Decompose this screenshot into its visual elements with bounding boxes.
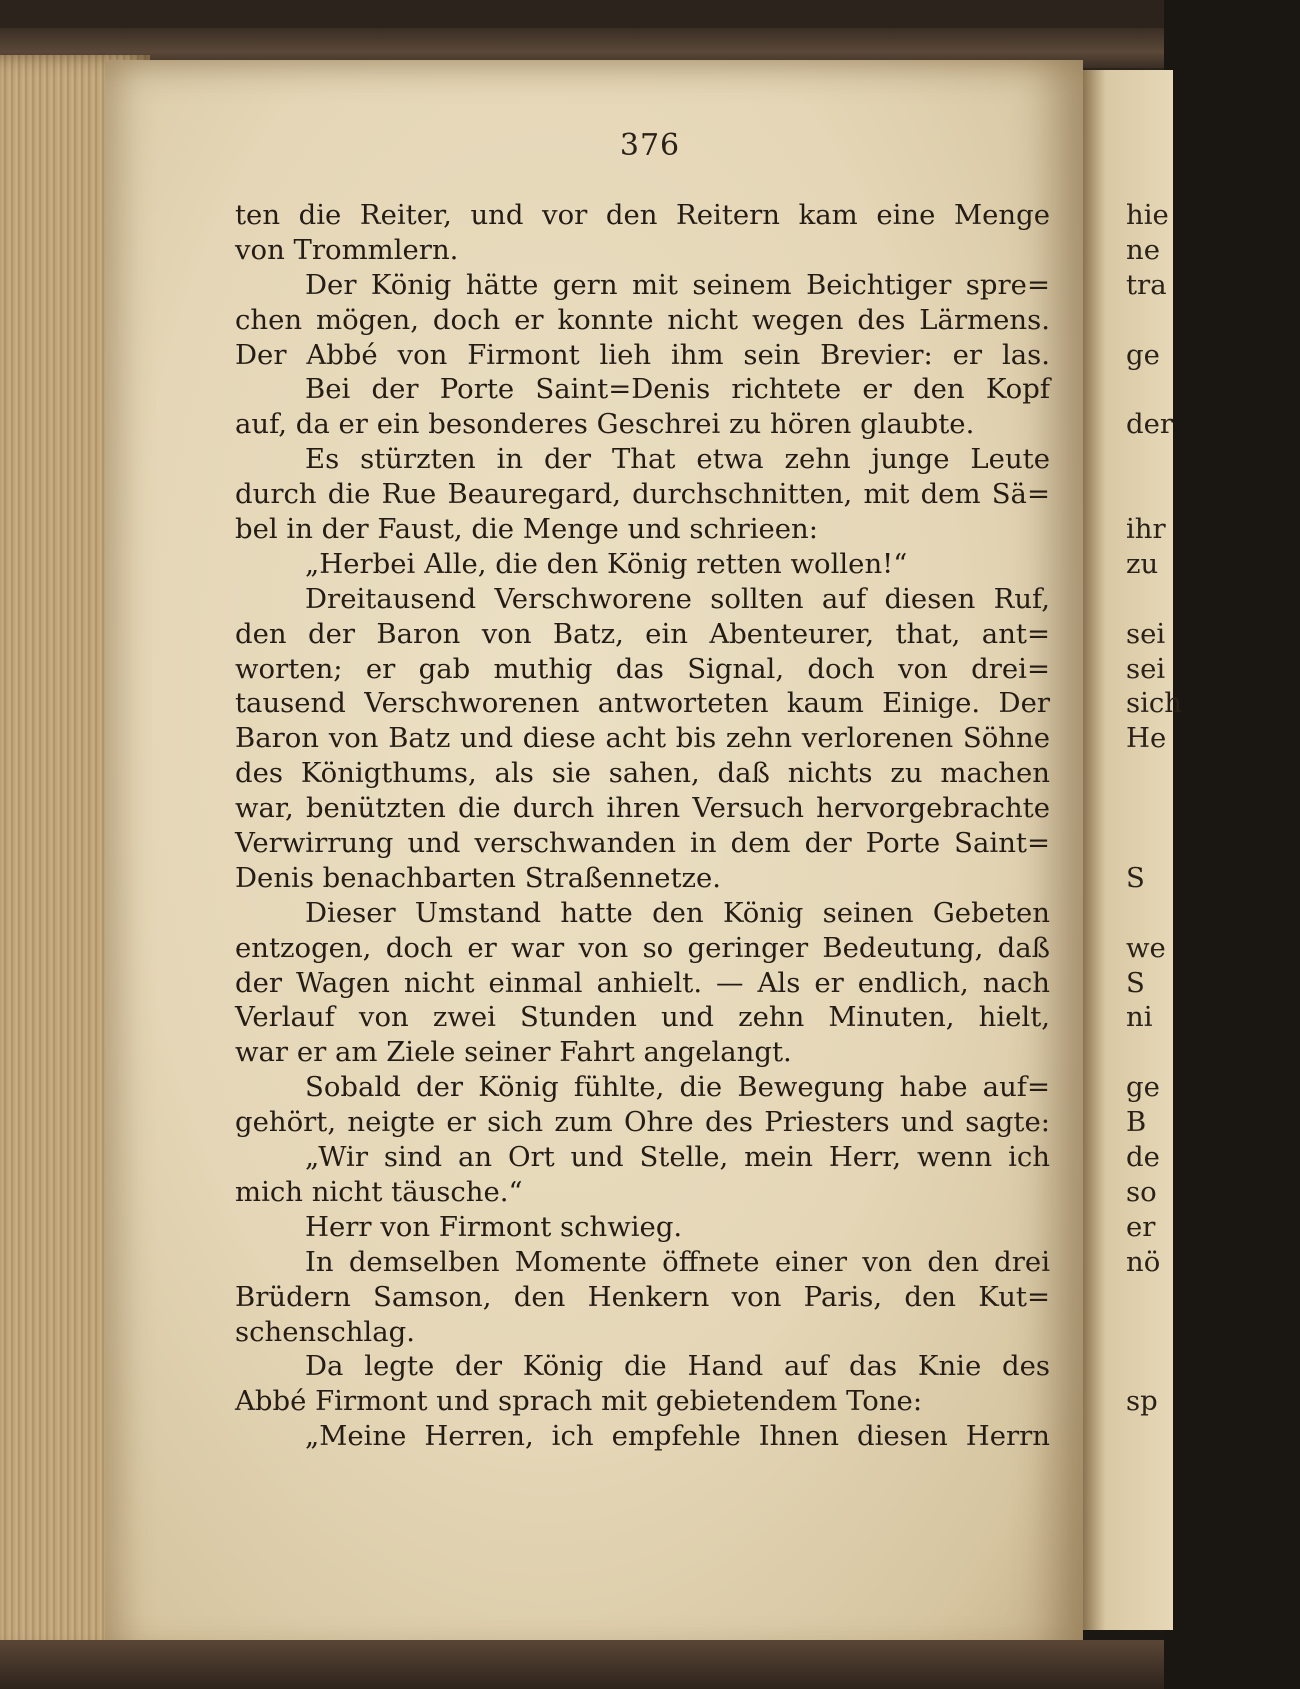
facing-page-fragment: B bbox=[1126, 1106, 1147, 1139]
text-line: von Trommlern. bbox=[235, 233, 459, 266]
text-line: Sobald der König fühlte, die Bewegung habe auf= bbox=[305, 1071, 1050, 1104]
text-line: entzogen, doch er war von so geringer Bedeutung, daß bbox=[235, 931, 1050, 964]
facing-page-fragment: ihr bbox=[1126, 513, 1166, 546]
text-line: schenschlag. bbox=[235, 1315, 415, 1348]
facing-page-fragment: der bbox=[1126, 408, 1174, 441]
text-line: Der Abbé von Firmont lieh ihm sein Brevier: er las. bbox=[235, 338, 1050, 371]
text-line: war er am Ziele seiner Fahrt angelangt. bbox=[235, 1036, 792, 1069]
text-line: war, benützten die durch ihren Versuch hervorgebrachte bbox=[235, 792, 1050, 825]
facing-page-fragment: hie bbox=[1126, 199, 1169, 231]
facing-page-fragment bbox=[1126, 756, 1166, 791]
facing-page-fragment: tra bbox=[1126, 268, 1167, 301]
facing-page-fragment: S bbox=[1126, 966, 1145, 999]
facing-page-fragment bbox=[1126, 303, 1166, 338]
text-line: gehört, neigte er sich zum Ohre des Priesters und sagte: bbox=[235, 1106, 1050, 1139]
text-line: durch die Rue Beauregard, durchschnitten, mit dem Sä= bbox=[235, 478, 1050, 511]
facing-page-fragment: sich bbox=[1126, 687, 1183, 720]
text-line: Verlauf von zwei Stunden und zehn Minuten, hielt, bbox=[235, 1001, 1050, 1034]
text-line: Dreitausend Verschworene sollten auf diesen Ruf, bbox=[305, 582, 1050, 615]
facing-page-text bbox=[1126, 198, 1183, 1454]
text-line: Dieser Umstand hatte den König seinen Gebeten bbox=[305, 896, 1050, 929]
facing-page-fragment bbox=[1126, 1349, 1166, 1384]
facing-page-fragment: er bbox=[1126, 1210, 1156, 1243]
text-line: auf, da er ein besonderes Geschrei zu hören glaubte. bbox=[235, 408, 975, 441]
facing-page-fragment: sei bbox=[1126, 652, 1166, 685]
text-line: chen mögen, doch er konnte nicht wegen des Lärmens. bbox=[235, 303, 1050, 336]
text-line: „Wir sind an Ort und Stelle, mein Herr, wenn ich bbox=[305, 1141, 1050, 1174]
facing-page-fragment: nö bbox=[1126, 1245, 1161, 1278]
facing-page-fragment: so bbox=[1126, 1175, 1157, 1208]
facing-page-fragment bbox=[1126, 1280, 1166, 1315]
text-line: In demselben Momente öffnete einer von den drei bbox=[305, 1245, 1050, 1278]
facing-page-fragment: sp bbox=[1126, 1385, 1158, 1418]
text-line: den der Baron von Batz, ein Abenteurer, that, ant= bbox=[235, 617, 1050, 650]
text-line: Es stürzten in der That etwa zehn junge Leute bbox=[305, 443, 1050, 476]
text-line: des Königthums, als sie sahen, daß nichts zu machen bbox=[235, 757, 1050, 790]
facing-page-fragment: sei bbox=[1126, 617, 1166, 650]
text-line: „Meine Herren, ich empfehle Ihnen diesen Herrn bbox=[305, 1420, 1050, 1453]
facing-page-fragment bbox=[1126, 1315, 1166, 1350]
facing-page-fragment: He bbox=[1126, 722, 1167, 755]
facing-page-fragment bbox=[1126, 826, 1166, 861]
facing-page-fragment: S bbox=[1126, 861, 1145, 894]
text-line: ten die Reiter, und vor den Reitern kam eine Menge bbox=[235, 199, 1050, 231]
text-line: bel in der Faust, die Menge und schrieen: bbox=[235, 513, 819, 546]
text-line: worten; er gab muthig das Signal, doch von drei= bbox=[235, 652, 1050, 685]
text-line: Abbé Firmont und sprach mit gebietendem Tone: bbox=[235, 1385, 923, 1418]
text-line: Verwirrung und verschwanden in dem der Porte Saint= bbox=[235, 827, 1050, 860]
text-line: der Wagen nicht einmal anhielt. — Als er endlich, nach bbox=[235, 966, 1050, 999]
text-line: mich nicht täusche.“ bbox=[235, 1175, 523, 1208]
body-text bbox=[235, 198, 1050, 1454]
facing-page-fragment bbox=[1126, 791, 1166, 826]
facing-page-fragment: ni bbox=[1126, 1001, 1153, 1034]
facing-page-fragment bbox=[1126, 372, 1166, 407]
facing-page-fragment bbox=[1126, 1419, 1166, 1454]
text-line: Da legte der König die Hand auf das Knie des bbox=[305, 1350, 1050, 1383]
text-line: Baron von Batz und diese acht bis zehn verlorenen Söhne bbox=[235, 722, 1050, 755]
text-line: tausend Verschworenen antworteten kaum Einige. Der bbox=[235, 687, 1050, 720]
book-cover-bottom bbox=[0, 1640, 1164, 1689]
facing-page-fragment bbox=[1126, 477, 1166, 512]
text-line: Denis benachbarten Straßennetze. bbox=[235, 861, 722, 894]
page-number: 376 bbox=[619, 128, 681, 163]
facing-page-fragment: we bbox=[1126, 931, 1166, 964]
facing-page-fragment bbox=[1126, 896, 1166, 931]
text-line: Herr von Firmont schwieg. bbox=[305, 1210, 683, 1243]
text-line: Bei der Porte Saint=Denis richtete er den Kopf bbox=[305, 373, 1050, 406]
facing-page-fragment: de bbox=[1126, 1141, 1160, 1174]
facing-page-fragment: ge bbox=[1126, 338, 1160, 371]
facing-page-fragment: zu bbox=[1126, 547, 1159, 580]
facing-page-fragment bbox=[1126, 442, 1166, 477]
facing-page-fragment bbox=[1126, 582, 1166, 617]
facing-page-fragment bbox=[1126, 1035, 1166, 1070]
text-line: Der König hätte gern mit seinem Beichtiger spre= bbox=[305, 268, 1050, 301]
facing-page-fragment: ge bbox=[1126, 1071, 1160, 1104]
text-line: Brüdern Samson, den Henkern von Paris, den Kut= bbox=[235, 1280, 1050, 1313]
facing-page-fragment: ne bbox=[1126, 233, 1160, 266]
text-line: „Herbei Alle, die den König retten wollen!“ bbox=[305, 547, 908, 580]
